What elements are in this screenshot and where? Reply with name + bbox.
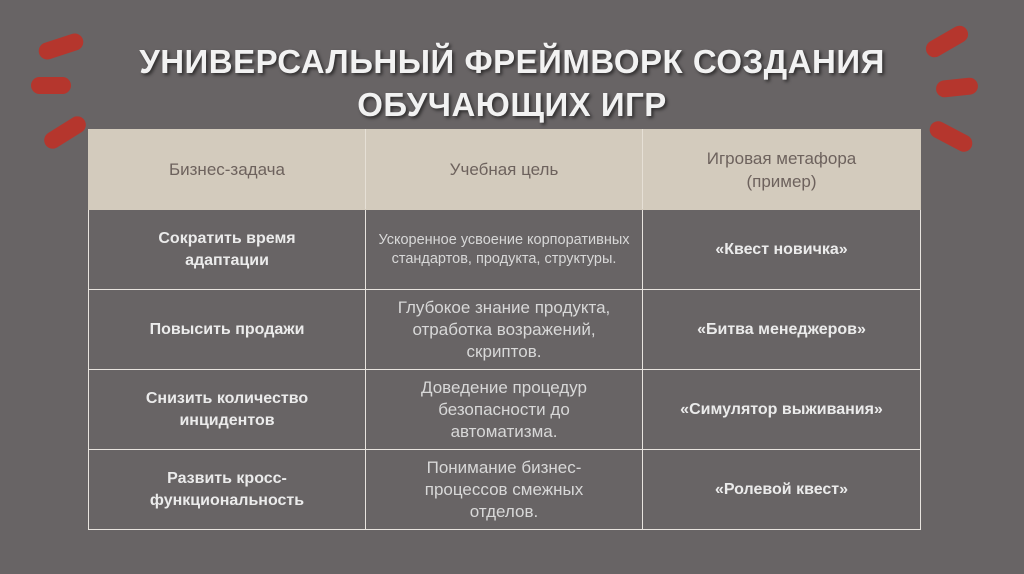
table-row: [89, 210, 921, 290]
cell-goal: Глубокое знание продукта, отработка возражений, скриптов.: [366, 290, 643, 370]
cell-metaphor: «Квест новичка»: [643, 210, 921, 290]
slide-title: [0, 40, 1024, 126]
cell-goal: Понимание бизнес-процессов смежных отделов.: [366, 450, 643, 530]
header-learning-goal: Учебная цель: [366, 130, 643, 210]
cell-task: Сократить время адаптации: [89, 210, 366, 290]
cell-metaphor: «Битва менеджеров»: [643, 290, 921, 370]
header-game-metaphor: Игровая метафора (пример): [643, 130, 921, 210]
table-row: [89, 290, 921, 370]
cell-goal: Доведение процедур безопасности до автоматизма.: [366, 370, 643, 450]
cell-task: Повысить продажи: [89, 290, 366, 370]
cell-task: Снизить количество инцидентов: [89, 370, 366, 450]
table-row: [89, 450, 921, 530]
slide-title-line-2: ОБУЧАЮЩИХ ИГР: [357, 86, 667, 123]
header-business-task: Бизнес-задача: [89, 130, 366, 210]
table-row: [89, 370, 921, 450]
slide-title-line-1: УНИВЕРСАЛЬНЫЙ ФРЕЙМВОРК СОЗДАНИЯ: [139, 43, 885, 80]
table-header-row: [89, 130, 921, 210]
cell-metaphor: «Симулятор выживания»: [643, 370, 921, 450]
cell-goal: Ускоренное усвоение корпоративных стандартов, продукта, структуры.: [366, 210, 643, 290]
cell-metaphor: «Ролевой квест»: [643, 450, 921, 530]
cell-task: Развить кросс-функциональность: [89, 450, 366, 530]
framework-table: [88, 129, 921, 530]
